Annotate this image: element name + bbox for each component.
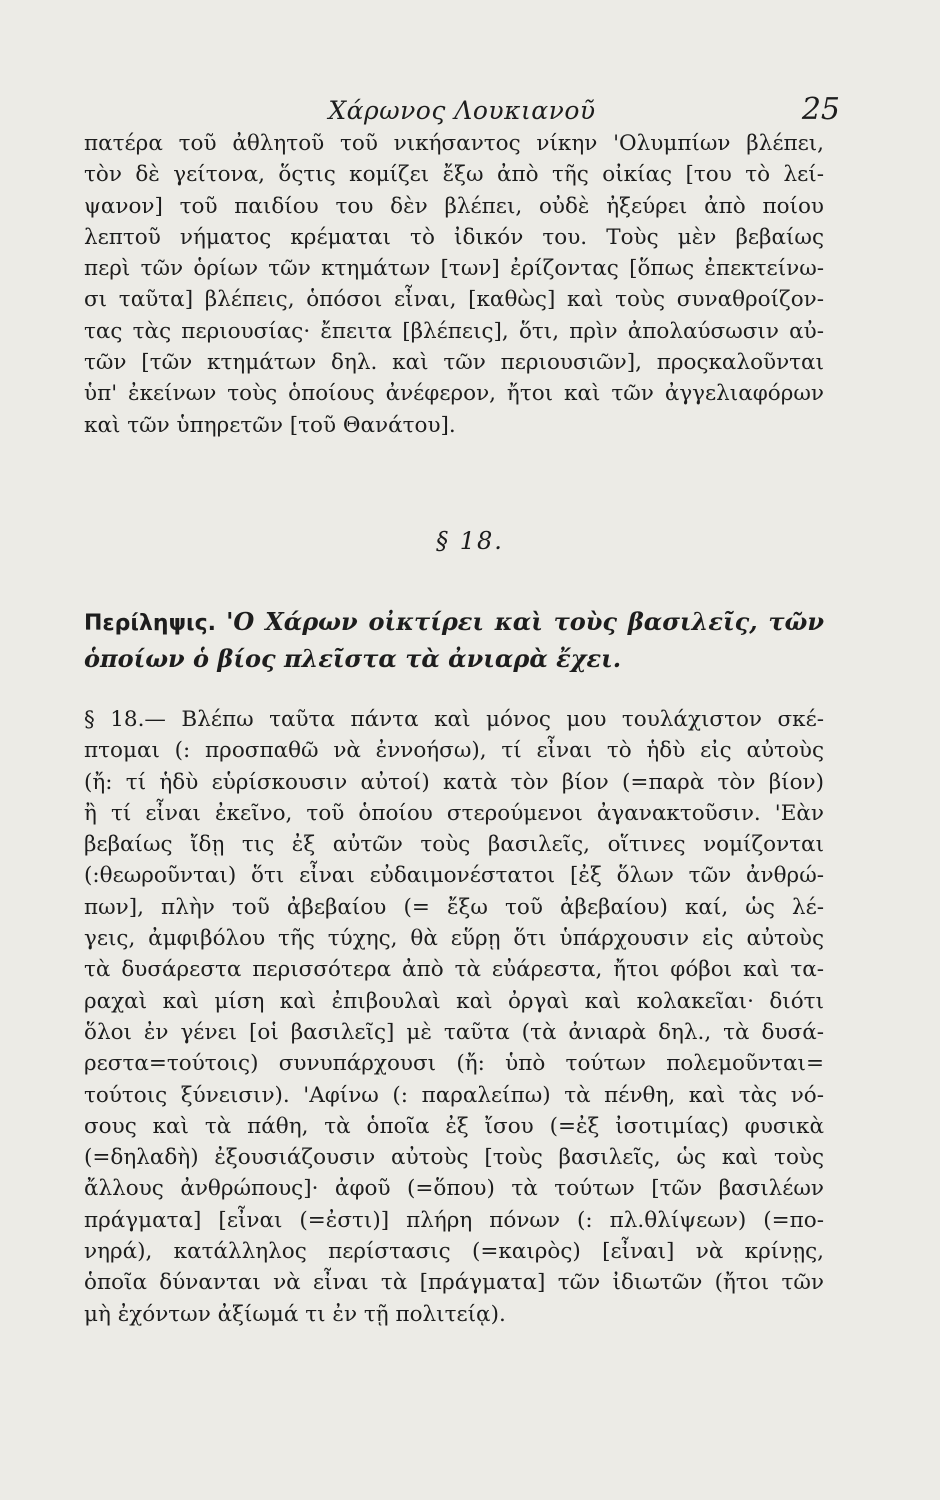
text-line: σους καὶ τὰ πάθη, τὰ ὁποῖα ἐξ ἴσου (=ἐξ ἰσοτιμίας) φυσικὰ xyxy=(84,1113,824,1139)
text-line: νηρά), κατάλληλος περίστασις (=καιρὸς) [εἶναι] νὰ κρίνῃς, xyxy=(84,1239,824,1265)
text-line: ψανον] τοῦ παιδίου του δὲν βλέπει, οὐδὲ ἠξεύρει ἀπὸ ποίου xyxy=(84,193,824,219)
text-line: πατέρα τοῦ ἀθλητοῦ τοῦ νικήσαντος νίκην 'Ολυμπίων βλέπει, xyxy=(84,131,824,156)
summary-line-1: 'Ο Χάρων οἰκτίρει καὶ τοὺς βασιλεῖς, τῶν xyxy=(226,607,824,636)
summary-label: Περίληψις. xyxy=(84,611,216,636)
text-line: σι ταῦτα] βλέπεις, ὁπόσοι εἶναι, [καθὼς] καὶ τοὺς συναθροίζον- xyxy=(84,287,824,313)
page-number: 25 xyxy=(801,92,840,127)
text-line: ὅλοι ἐν γένει [οἱ βασιλεῖς] μὲ ταῦτα (τὰ ἀνιαρὰ δηλ., τὰ δυσά- xyxy=(84,1019,824,1045)
text-line: ἢ τί εἶναι ἐκεῖνο, τοῦ ὁποίου στερούμενοι ἀγανακτοῦσιν. 'Εὰν xyxy=(84,800,824,826)
paragraph-2 xyxy=(84,704,824,1330)
text-line: γεις, ἀμφιβόλου τῆς τύχης, θὰ εὕρῃ ὅτι ὑπάρχουσιν εἰς αὐτοὺς xyxy=(84,926,824,952)
text-line: πτομαι (: προσπαθῶ νὰ ἐννοήσω), τί εἶναι τὸ ἡδὺ εἰς αὐτοὺς xyxy=(84,738,824,764)
text-line: § 18.— Βλέπω ταῦτα πάντα καὶ μόνος μου τουλάχιστον σκέ- xyxy=(84,707,824,732)
text-line: ὑπ' ἐκείνων τοὺς ὁποίους ἀνέφερον, ἤτοι καὶ τῶν ἀγγελιαφόρων xyxy=(84,381,824,407)
text-line: πράγματα] [εἶναι (=ἐστι)] πλήρη πόνων (: πλ.θλίψεων) (=πο- xyxy=(84,1207,824,1233)
paragraph-1 xyxy=(84,128,824,441)
text-line: τῶν [τῶν κτημάτων δηλ. καὶ τῶν περιουσιῶν], προςκαλοῦνται xyxy=(84,350,824,376)
text-line: βεβαίως ἴδῃ τις ἐξ αὐτῶν τοὺς βασιλεῖς, οἵτινες νομίζονται xyxy=(84,832,824,858)
section-mark: § 18. xyxy=(436,527,504,555)
text-line: τὸν δὲ γείτονα, ὅςτις κομίζει ἔξω ἀπὸ τῆς οἰκίας [του τὸ λεί- xyxy=(84,162,824,188)
text-line: τας τὰς περιουσίας· ἔπειτα [βλέπεις], ὅτι, πρὶν ἀπολαύσωσιν αὐ- xyxy=(84,318,824,344)
running-title: Χάρωνος Λουκιανοῦ xyxy=(328,96,596,125)
text-line: ὁποῖα δύνανται νὰ εἶναι τὰ [πράγματα] τῶν ἰδιωτῶν (ἤτοι τῶν xyxy=(84,1270,824,1296)
text-line: (ἤ: τί ἡδὺ εὑρίσκουσιν αὐτοί) κατὰ τὸν βίον (=παρὰ τὸν βίον) xyxy=(84,769,824,795)
summary-line-2: ὁποίων ὁ βίος πλεῖστα τὰ ἀνιαρὰ ἔχει. xyxy=(84,644,622,673)
text-line: ἄλλους ἀνθρώπους]· ἀφοῦ (=ὅπου) τὰ τούτων [τῶν βασιλέων xyxy=(84,1176,824,1202)
text-line: τὰ δυσάρεστα περισσότερα ἀπὸ τὰ εὐάρεστα, ἤτοι φόβοι καὶ τα- xyxy=(84,957,824,983)
text-line: ραχαὶ καὶ μίση καὶ ἐπιβουλαὶ καὶ ὀργαὶ καὶ κολακεῖαι· διότι xyxy=(84,988,824,1014)
page-header xyxy=(84,92,840,132)
summary xyxy=(84,603,824,677)
text-line: (:θεωροῦνται) ὅτι εἶναι εὐδαιμονέστατοι [ἐξ ὅλων τῶν ἀνθρώ- xyxy=(84,863,824,889)
text-line: μὴ ἐχόντων ἀξίωμά τι ἐν τῇ πολιτείᾳ). xyxy=(84,1301,506,1327)
text-line: λεπτοῦ νήματος κρέμαται τὸ ἰδικόν του. Τοὺς μὲν βεβαίως xyxy=(84,224,824,250)
text-line: καὶ τῶν ὑπηρετῶν [τοῦ Θανάτου]. xyxy=(84,412,456,438)
text-line: (=δηλαδὴ) ἐξουσιάζουσιν αὐτοὺς [τοὺς βασιλεῖς, ὡς καὶ τοὺς xyxy=(84,1145,824,1171)
text-line: τούτοις ξύνεισιν). 'Αφίνω (: παραλείπω) τὰ πένθη, καὶ τὰς νό- xyxy=(84,1082,824,1108)
text-line: πων], πλὴν τοῦ ἀβεβαίου (= ἔξω τοῦ ἀβεβαίου) καί, ὡς λέ- xyxy=(84,894,824,920)
text-line: περὶ τῶν ὁρίων τῶν κτημάτων [των] ἐρίζοντας [ὅπως ἐπεκτείνω- xyxy=(84,256,824,282)
text-line: ρεστα=τούτοις) συνυπάρχουσι (ἤ: ὑπὸ τούτων πολεμοῦνται= xyxy=(84,1051,824,1077)
